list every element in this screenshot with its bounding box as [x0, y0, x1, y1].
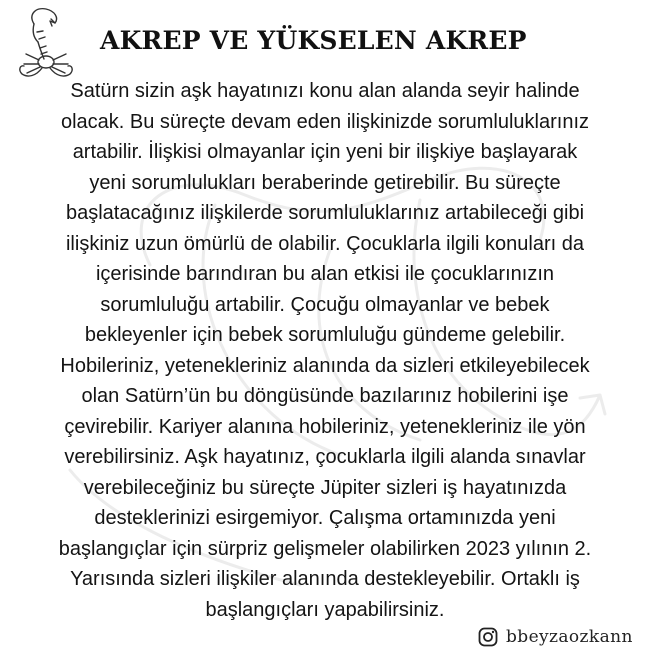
text-line: başlatacağınız ilişkilerde sorumluluklarınız artabileceği gibi — [65, 202, 585, 224]
text-line: başlangıçlar için sürpriz gelişmeler olabilirken 2023 yılının 2. — [58, 537, 592, 560]
scorpion-icon — [6, 4, 88, 86]
text-line: içerisinde barındıran bu alan etkisi ile çocuklarınızın — [95, 263, 555, 285]
text-line: ilişkiniz uzun ömürlü de olabilir. Çocuklarla ilgili konuları da — [65, 232, 585, 255]
text-line: çevirebilir. Kariyer alanına hobileriniz, yetenekleriniz ile yön — [64, 415, 586, 438]
text-line: verebileceğiniz bu süreçte Jüpiter sizleri iş hayatınızda — [83, 476, 567, 499]
instagram-icon — [478, 627, 498, 647]
text-line: Yarısında sizleri ilişkiler alanında destekleyebilir. Ortaklı iş — [70, 568, 580, 590]
text-line: Satürn sizin aşk hayatınızı konu alan alanda seyir halinde — [70, 80, 580, 102]
page-title: AKREP VE YÜKSELEN AKREP — [100, 26, 527, 55]
text-line: başlangıçları yapabilirsiniz. — [205, 598, 445, 621]
horoscope-body-text — [0, 76, 650, 625]
text-line: yeni sorumlulukları beraberinde getirebilir. Bu süreçte — [89, 171, 561, 194]
text-line: bekleyenler için bebek sorumluluğu gündeme gelebilir. — [84, 324, 566, 346]
text-line: olan Satürn’ün bu döngüsünde bazılarınız hobilerini işe — [81, 385, 569, 407]
text-line: artabilir. İlişkisi olmayanlar için yeni bir ilişkiye başlayarak — [72, 141, 578, 163]
text-line: sorumluluğu artabilir. Çocuğu olmayanlar ve bebek — [100, 293, 550, 316]
text-line: Hobileriniz, yetenekleriniz alanında da sizleri etkileyebilecek — [60, 354, 590, 377]
text-line: desteklerinizi esirgemiyor. Çalışma ortamınızda yeni — [94, 507, 556, 529]
instagram-handle[interactable] — [478, 627, 633, 647]
text-line: olacak. Bu süreçte devam eden ilişkinizde sorumluluklarınız — [60, 110, 590, 133]
text-line: verebilirsiniz. Aşk hayatınız, çocuklarla ilgili alanda sınavlar — [64, 446, 586, 468]
instagram-username[interactable]: bbeyzaozkann — [506, 627, 633, 647]
